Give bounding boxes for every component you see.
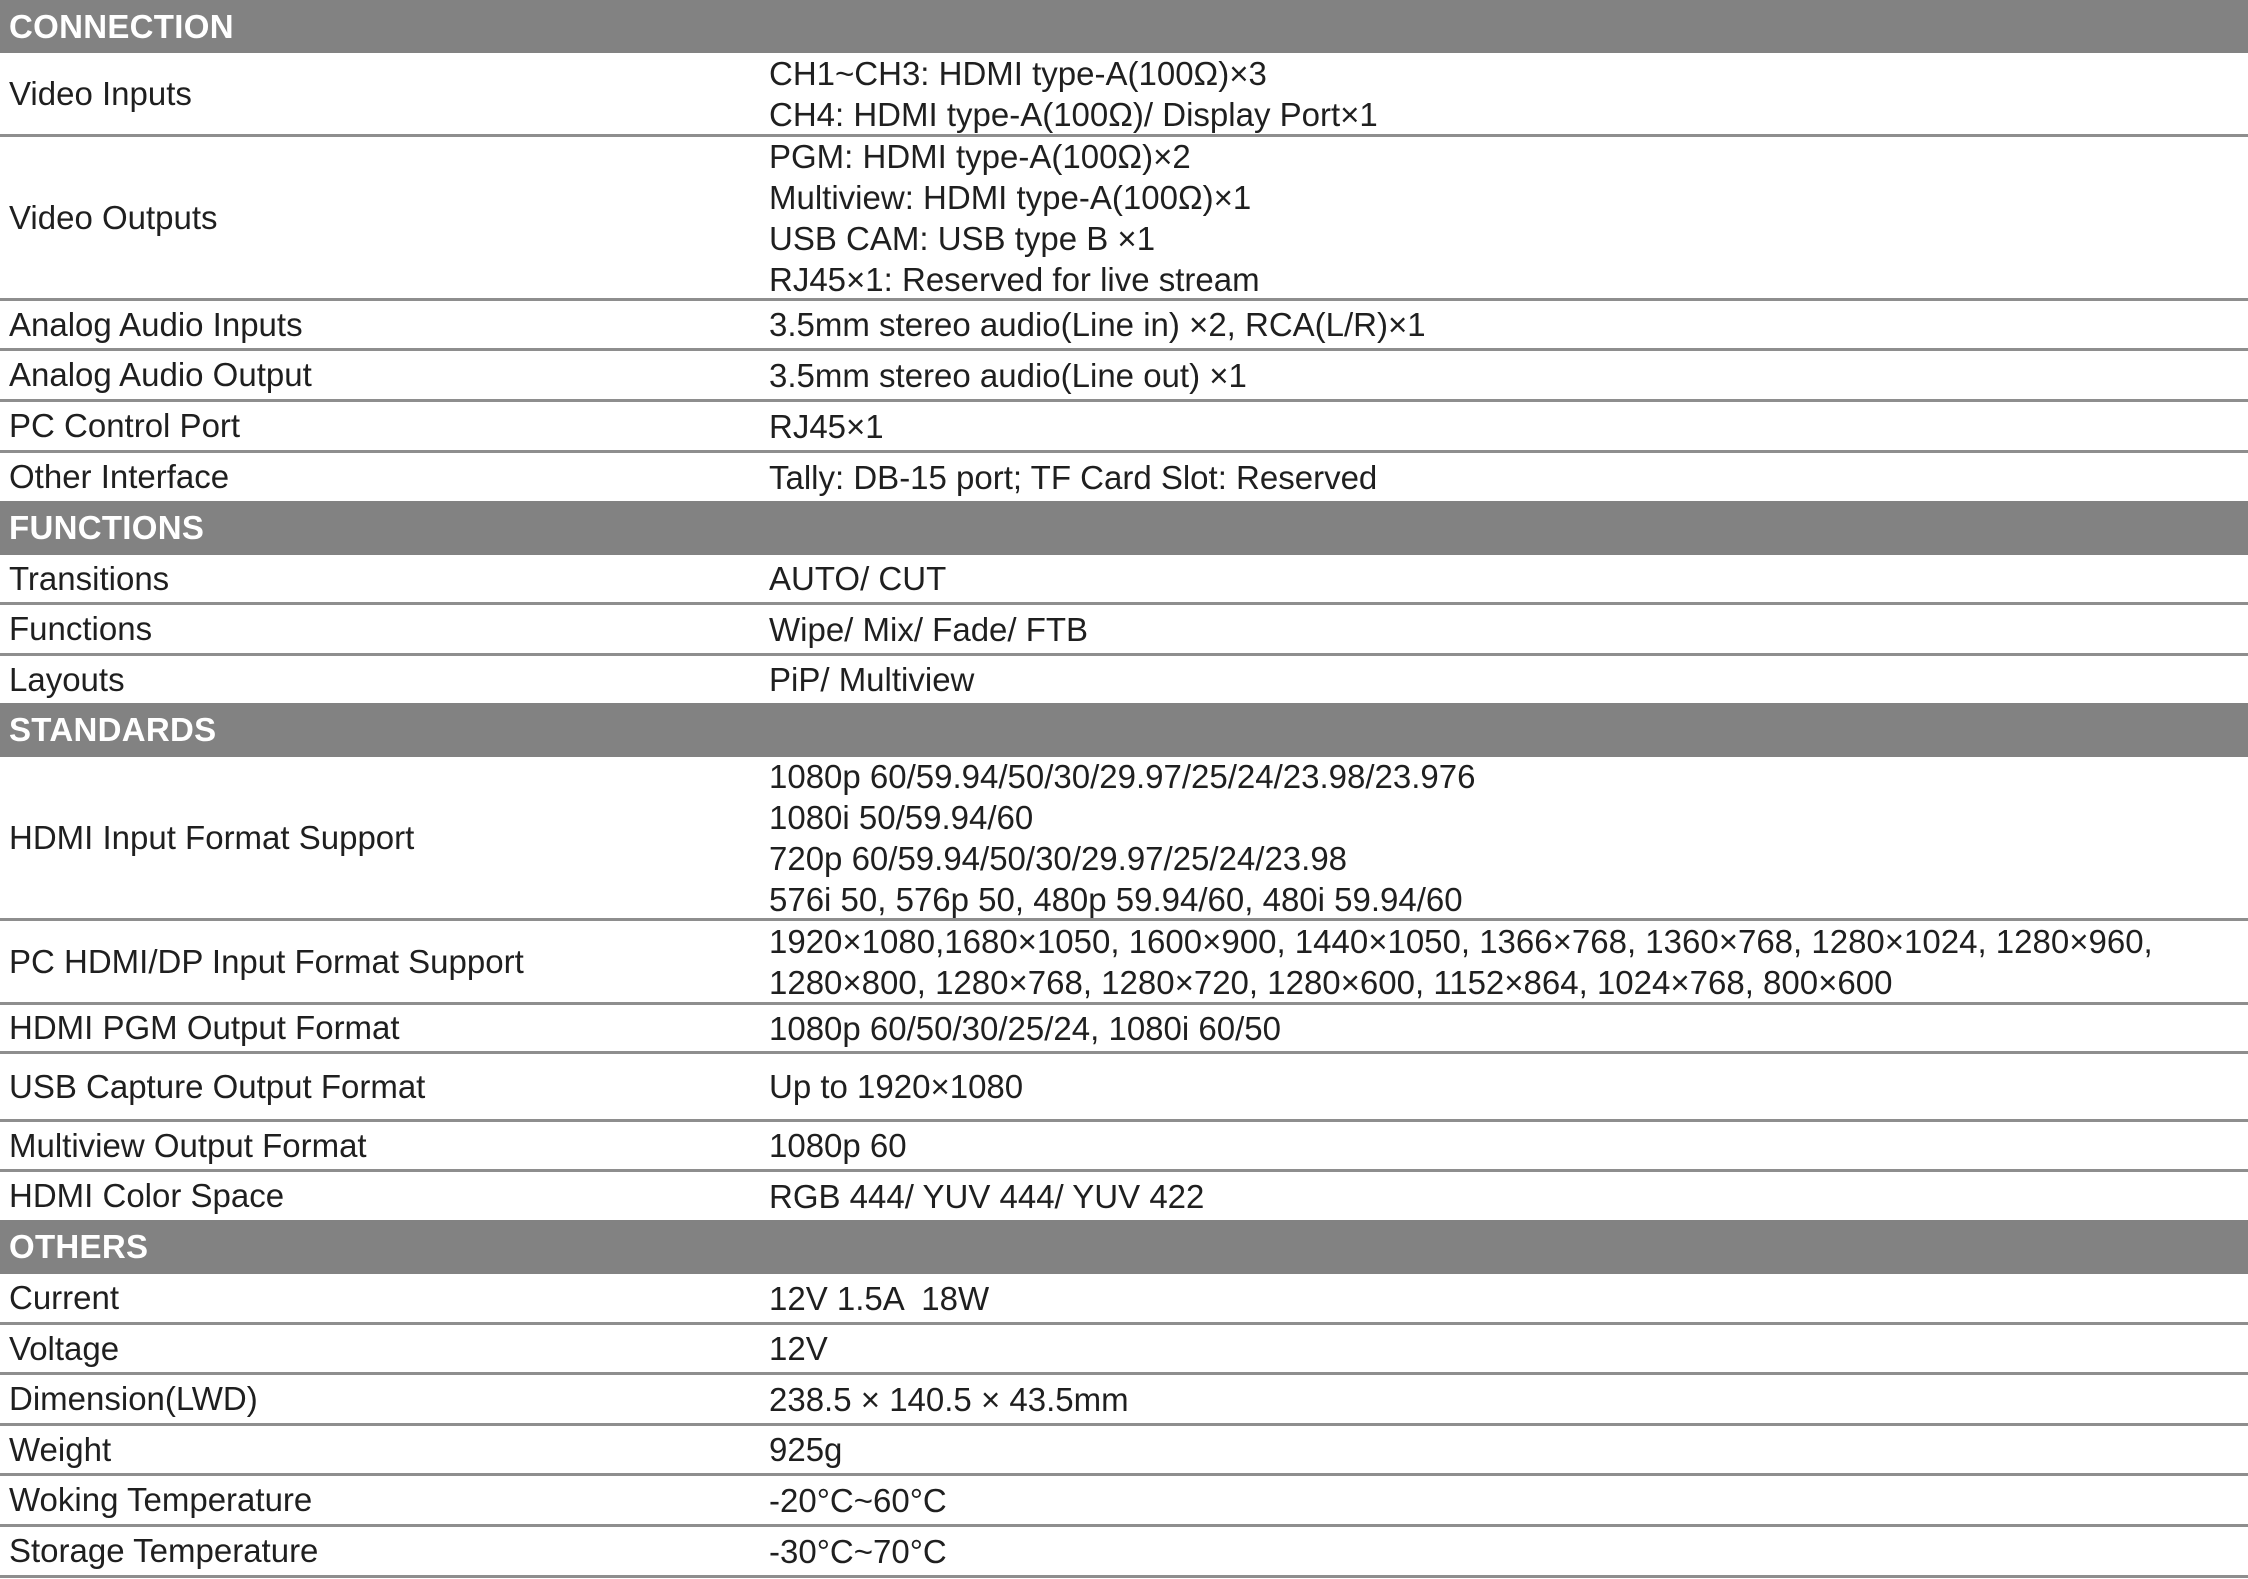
spec-value [769,605,2248,653]
spec-label: Video Inputs [9,75,192,112]
spec-label: HDMI PGM Output Format [9,1009,400,1046]
spec-label: Analog Audio Inputs [9,305,303,343]
spec-label: Functions [9,610,153,647]
spec-row-layouts [0,656,2248,703]
spec-value [769,921,2248,1002]
spec-label: Layouts [9,660,125,698]
spec-value-line: 1280×800, 1280×768, 1280×720, 1280×600, 1152×864, 1024×768, 800×600 [769,963,1893,1001]
spec-row-functions [0,605,2248,653]
spec-value-line: -30°C~70°C [769,1532,947,1570]
spec-row-video-inputs [0,53,2248,135]
spec-label: Current [9,1279,120,1316]
spec-value [769,555,2248,602]
spec-label: Storage Temperature [9,1532,319,1569]
spec-value [769,656,2248,703]
spec-label: Analog Audio Output [9,356,312,393]
spec-value [769,453,2248,501]
spec-value-line: RGB 444/ YUV 444/ YUV 422 [769,1177,1205,1215]
spec-value-line: 576i 50, 576p 50, 480p 59.94/60, 480i 59.94/60 [769,880,1463,918]
spec-row-weight [0,1426,2248,1473]
spec-value-line: Tally: DB-15 port; TF Card Slot: Reserved [769,458,1378,496]
spec-value-line: USB CAM: USB type B ×1 [769,219,1156,257]
spec-label: HDMI Input Format Support [9,818,415,856]
spec-label: USB Capture Output Format [9,1067,426,1105]
spec-row-hdmi-pgm-output [0,1005,2248,1051]
spec-value-line: AUTO/ CUT [769,560,947,597]
section-title: FUNCTIONS [9,509,205,546]
spec-value [769,53,2248,135]
spec-value-line: 720p 60/59.94/50/30/29.97/25/24/23.98 [769,839,1348,877]
spec-value-line: -20°C~60°C [769,1481,947,1519]
spec-value-line: 1080p 60 [769,1127,907,1164]
spec-value-line: 1080i 50/59.94/60 [769,798,1034,836]
spec-value-line: 1920×1080,1680×1050, 1600×900, 1440×1050, 1366×768, 1360×768, 1280×1024, 1280×960, [769,922,2153,960]
spec-value-line: CH4: HDMI type-A(100Ω)/ Display Port×1 [769,96,1378,133]
spec-value-line: PGM: HDMI type-A(100Ω)×2 [769,137,1191,175]
section-header-connection [0,0,2248,53]
spec-value-line: CH1~CH3: HDMI type-A(100Ω)×3 [769,55,1267,92]
spec-value [769,1054,2248,1119]
spec-value-line: 238.5 × 140.5 × 43.5mm [769,1380,1129,1418]
spec-value-line: 1080p 60/59.94/50/30/29.97/25/24/23.98/23.976 [769,757,1476,795]
spec-value-line: RJ45×1: Reserved for live stream [769,260,1260,298]
spec-row-video-outputs [0,137,2248,298]
spec-value [769,1172,2248,1220]
spec-label: Other Interface [9,458,230,495]
spec-label: Transitions [9,559,170,597]
section-header-others [0,1220,2248,1274]
spec-value [769,402,2248,450]
spec-row-hdmi-color-space [0,1172,2248,1220]
section-header-functions [0,501,2248,555]
spec-label: Video Outputs [9,198,218,236]
spec-row-pc-control-port [0,402,2248,450]
spec-value-line: 3.5mm stereo audio(Line in) ×2, RCA(L/R)×1 [769,306,1426,343]
spec-row-storage-temperature [0,1527,2248,1575]
spec-row-hdmi-input-format [0,757,2248,918]
spec-value [769,1274,2248,1322]
spec-value-line: 1080p 60/50/30/25/24, 1080i 60/50 [769,1009,1281,1047]
spec-value-line: RJ45×1 [769,407,884,445]
spec-row-voltage [0,1325,2248,1372]
spec-value [769,351,2248,399]
spec-row-current [0,1274,2248,1322]
spec-label: Multiview Output Format [9,1126,367,1164]
spec-value [769,137,2248,298]
spec-row-pc-input-format [0,921,2248,1002]
spec-label: PC Control Port [9,407,241,444]
spec-row-working-temperature [0,1476,2248,1524]
spec-value [769,757,2248,918]
spec-value-line: PiP/ Multiview [769,661,975,698]
spec-value [769,1325,2248,1372]
spec-value [769,301,2248,348]
section-title: STANDARDS [9,711,217,748]
spec-row-multiview-output [0,1122,2248,1169]
spec-value-line: Multiview: HDMI type-A(100Ω)×1 [769,178,1252,216]
section-header-standards [0,703,2248,757]
spec-label: Voltage [9,1329,120,1367]
spec-value-line: 12V [769,1330,828,1367]
spec-value [769,1426,2248,1473]
row-divider [0,1575,2248,1578]
spec-value [769,1476,2248,1524]
spec-row-analog-audio-output [0,351,2248,399]
spec-row-usb-capture-output [0,1054,2248,1119]
spec-value-line: 3.5mm stereo audio(Line out) ×1 [769,356,1247,394]
spec-label: Dimension(LWD) [9,1380,258,1417]
spec-value-line: Wipe/ Mix/ Fade/ FTB [769,610,1089,648]
spec-value-line: Up to 1920×1080 [769,1068,1024,1105]
spec-row-other-interface [0,453,2248,501]
spec-row-dimension [0,1375,2248,1423]
spec-value [769,1527,2248,1575]
spec-value-line: 12V 1.5A 18W [769,1279,990,1317]
spec-value [769,1005,2248,1051]
spec-value [769,1122,2248,1169]
spec-row-transitions [0,555,2248,602]
spec-label: HDMI Color Space [9,1177,285,1214]
section-title: CONNECTION [9,7,234,45]
spec-value [769,1375,2248,1423]
spec-label: Weight [9,1430,112,1468]
spec-label: PC HDMI/DP Input Format Support [9,942,524,980]
section-title: OTHERS [9,1228,149,1265]
spec-row-analog-audio-inputs [0,301,2248,348]
spec-label: Woking Temperature [9,1481,313,1518]
spec-value-line: 925g [769,1431,843,1468]
